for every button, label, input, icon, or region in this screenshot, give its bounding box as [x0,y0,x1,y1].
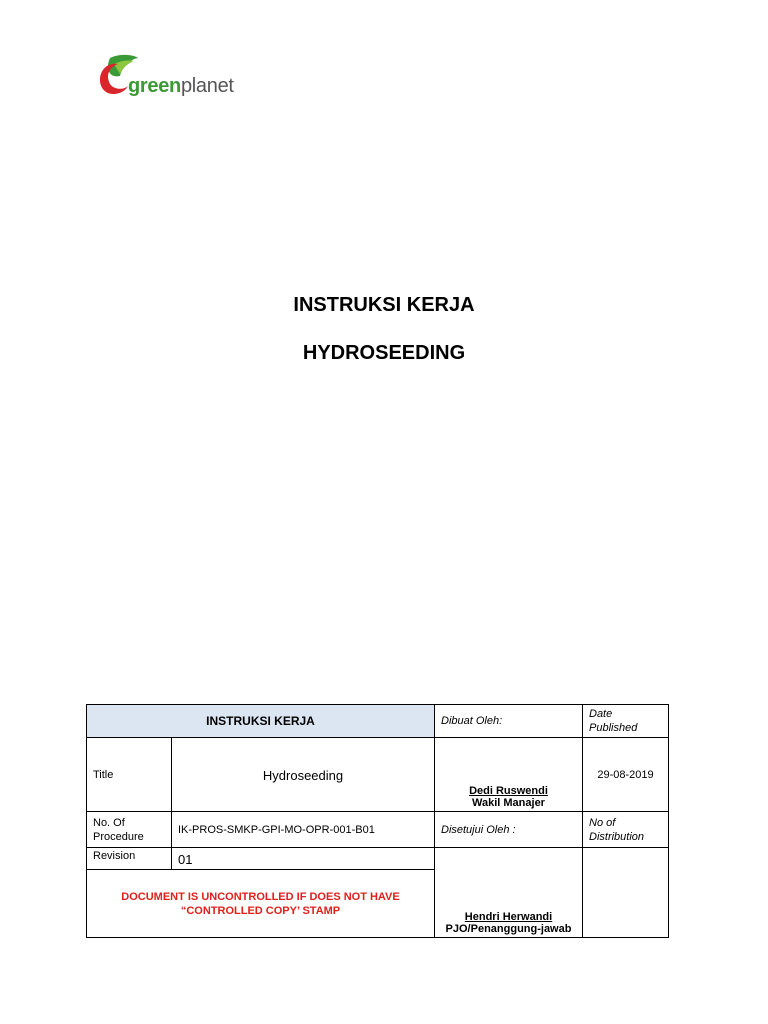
date-value: 29-08-2019 [583,738,669,812]
made-by-name: Dedi Ruswendi [469,785,548,797]
approved-by-name: Hendri Herwandi [464,911,553,923]
title-label: Title [87,738,172,812]
approved-by-role: PJO/Penanggung-jawab [445,923,572,935]
made-by-label: Dibuat Oleh: [435,705,583,738]
distribution-label-line1: No of [589,816,616,829]
procedure-label-line1: No. Of [93,816,125,829]
revision-value: 01 [172,848,435,870]
warning-line2: “CONTROLLED COPY’ STAMP [180,904,341,917]
approved-by-signature [435,848,583,938]
procedure-value: IK-PROS-SMKP-GPI-MO-OPR-001-B01 [172,812,435,848]
warning-line1: DOCUMENT IS UNCONTROLLED IF DOES NOT HAVE [121,890,400,903]
date-published-label [583,705,669,738]
revision-label: Revision [87,848,172,870]
document-subtitle: HYDROSEEDING [302,342,466,364]
made-by-role: Wakil Manajer [472,797,545,809]
date-label-line2: Published [589,722,638,734]
table-row [87,738,669,812]
logo-text-green: green [128,75,181,97]
distribution-value [583,848,669,938]
logo-text-planet: planet [180,75,234,97]
procedure-label [87,812,172,848]
procedure-label-line2: Procedure [93,830,144,843]
title-value: Hydroseeding [172,738,435,812]
document-control-table [86,704,669,938]
table-row [87,848,669,870]
distribution-label [583,812,669,848]
document-title: INSTRUKSI KERJA [293,294,475,316]
made-by-signature [435,738,583,812]
logo-wordmark [128,76,234,96]
date-label-line1: Date [589,708,613,720]
greenplanet-logo [98,54,248,100]
uncontrolled-warning [87,870,435,938]
approved-by-label: Disetujui Oleh : [435,812,583,848]
table-row [87,812,669,848]
table-header-title: INSTRUKSI KERJA [87,705,435,738]
table-row [87,705,669,738]
distribution-label-line2: Distribution [589,830,645,843]
